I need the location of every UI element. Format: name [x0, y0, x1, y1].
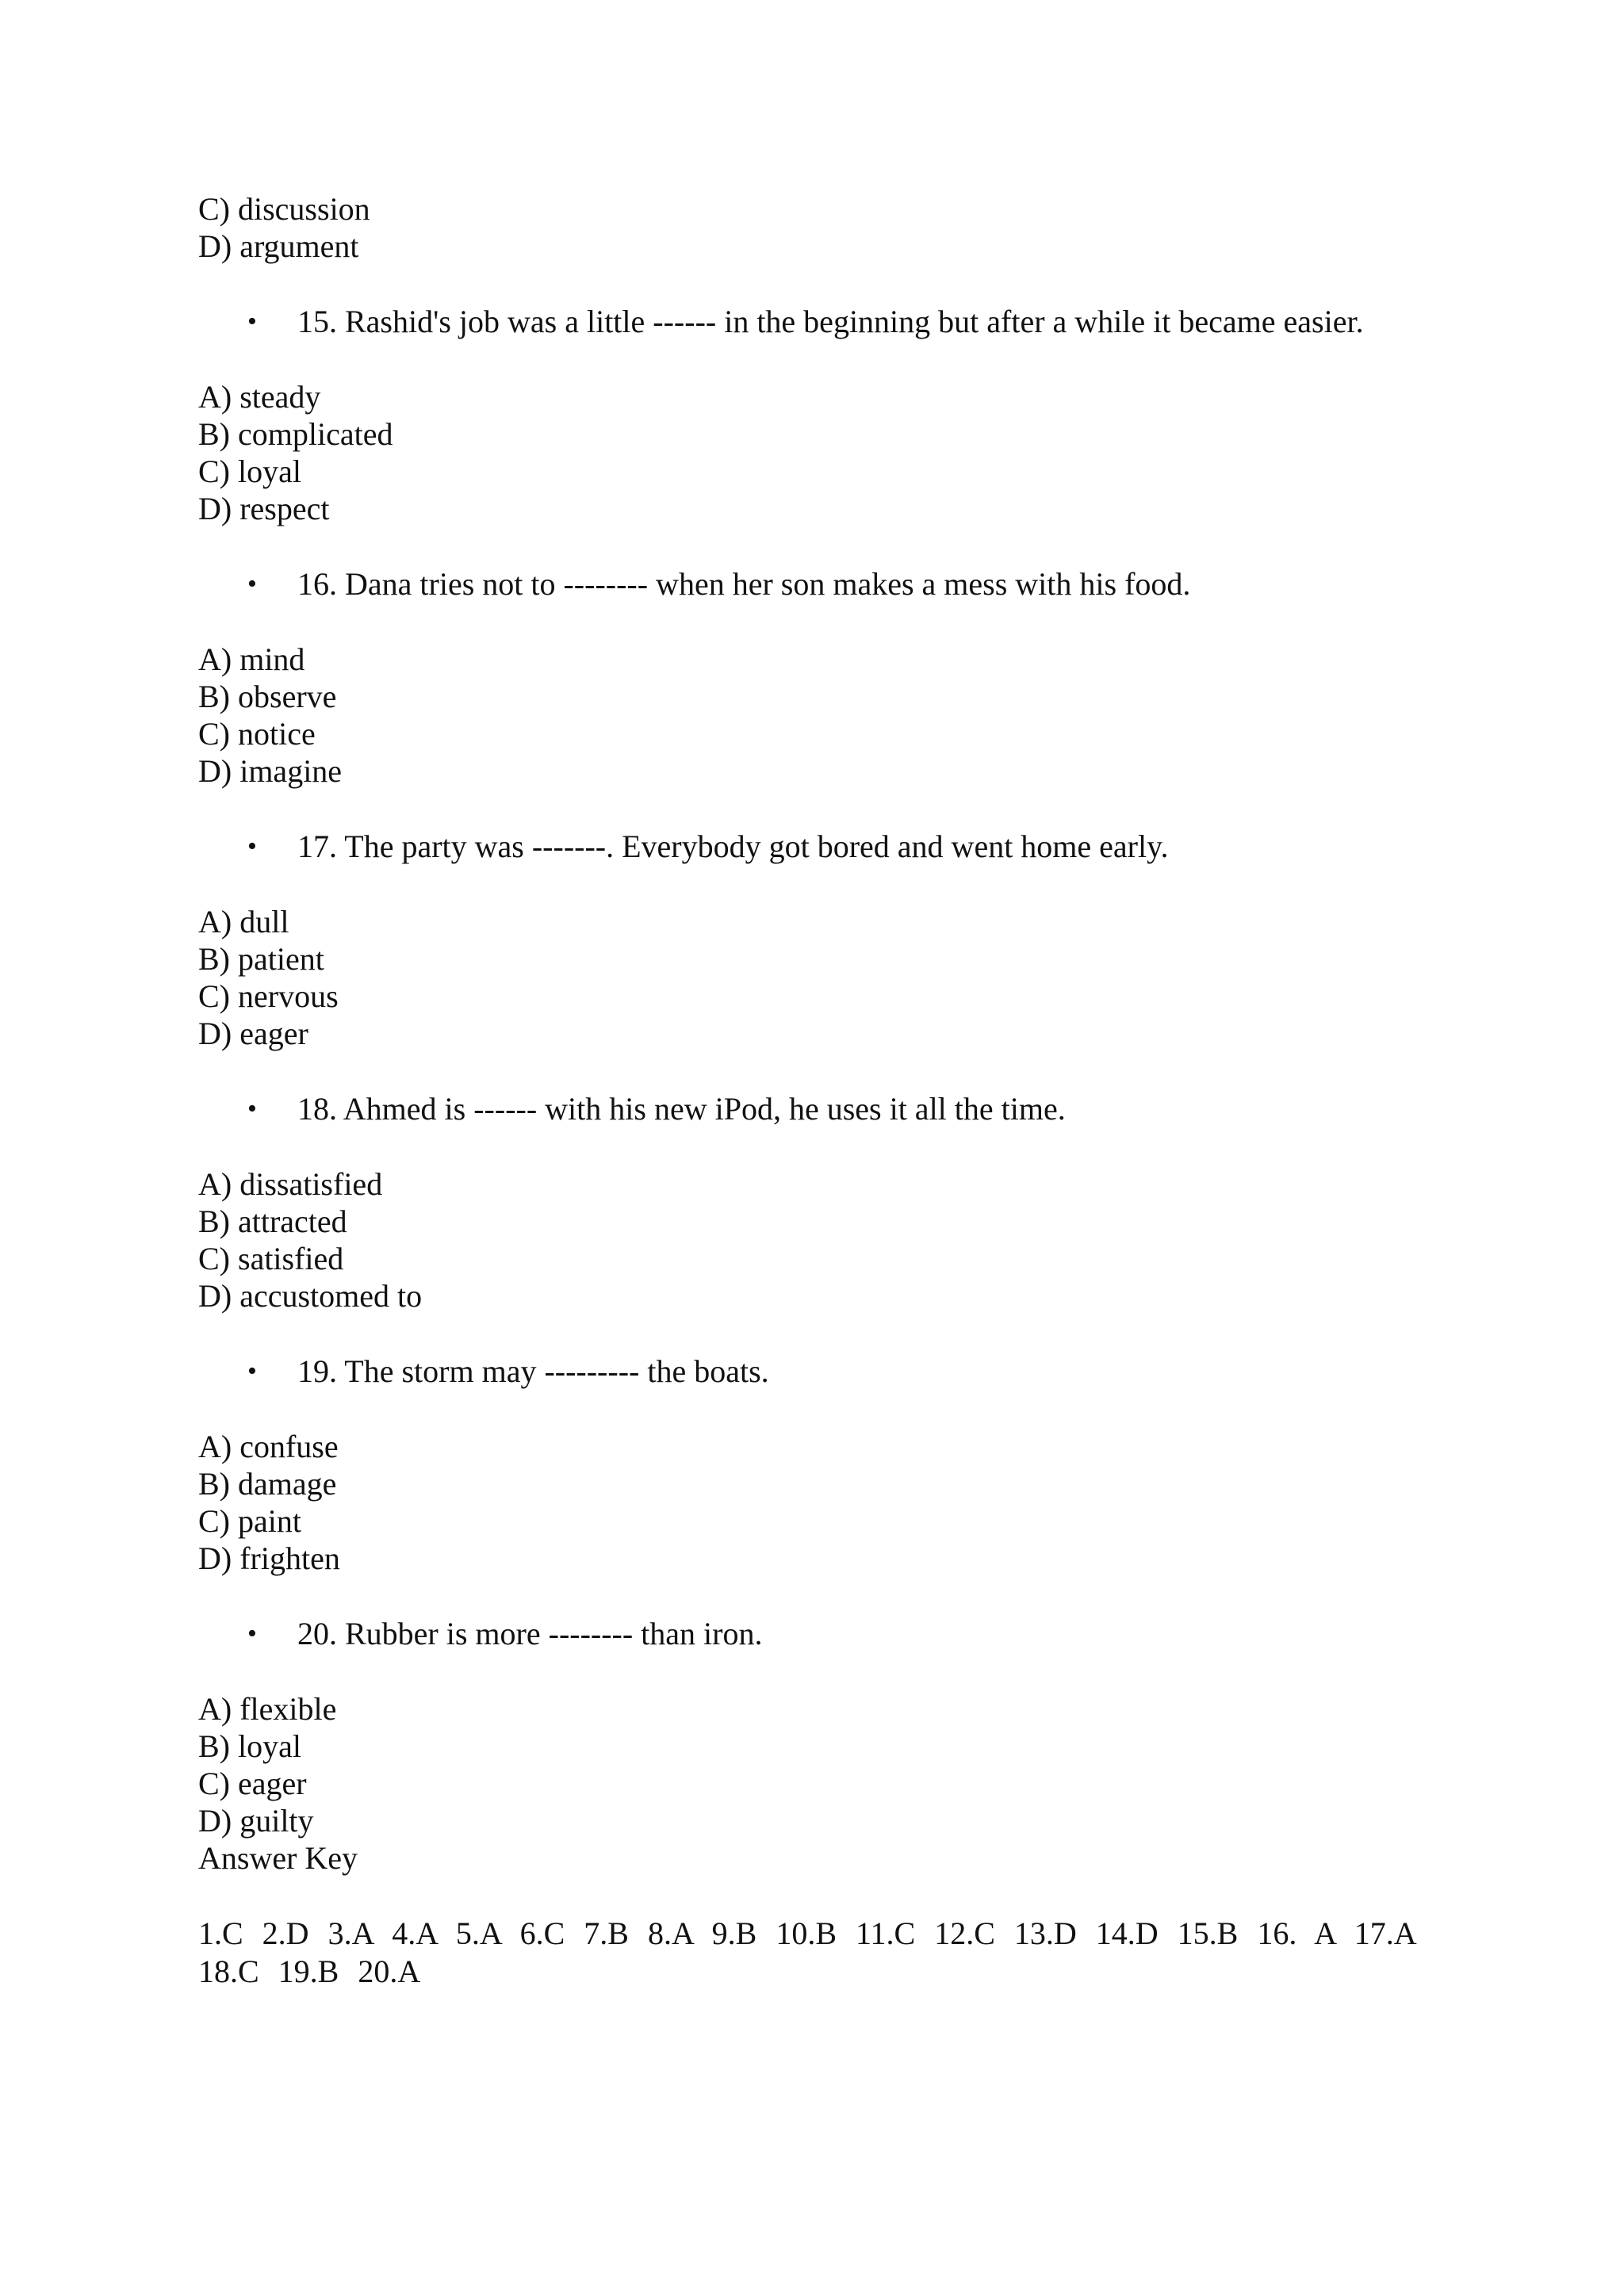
option-line: A) steady: [198, 379, 321, 415]
option-line: C) satisfied: [198, 1241, 344, 1276]
option-line: D) frighten: [198, 1540, 340, 1576]
question-text: 19. The storm may --------- the boats.: [297, 1353, 769, 1389]
option-line: C) eager: [198, 1766, 307, 1801]
option-line: B) complicated: [198, 416, 393, 452]
option-line: A) flexible: [198, 1691, 337, 1727]
option-line: A) dull: [198, 904, 289, 939]
question-item: [198, 1090, 1451, 1127]
bullet-icon: •: [247, 1357, 257, 1386]
option-line: B) damage: [198, 1466, 337, 1502]
bullet-icon: •: [247, 307, 257, 336]
answer-key-title: Answer Key: [198, 1840, 358, 1876]
option-line: B) loyal: [198, 1728, 301, 1764]
question-text: 18. Ahmed is ------ with his new iPod, he uses it all the time.: [297, 1091, 1066, 1127]
option-line: A) mind: [198, 641, 305, 677]
option-line: B) attracted: [198, 1203, 347, 1239]
bullet-icon: •: [247, 569, 257, 599]
option-line: D) accustomed to: [198, 1278, 423, 1314]
option-line: D) eager: [198, 1016, 308, 1051]
question-text: 20. Rubber is more -------- than iron.: [297, 1616, 763, 1651]
question-item: [198, 1353, 1451, 1390]
option-line: D) imagine: [198, 753, 343, 789]
question-item: [198, 303, 1451, 340]
question-text: 17. The party was -------. Everybody got bored and went home early.: [297, 828, 1169, 864]
option-line: C) paint: [198, 1503, 301, 1539]
option-line: B) patient: [198, 941, 324, 977]
option-line: A) dissatisfied: [198, 1166, 383, 1202]
question-item: [198, 1615, 1451, 1652]
option-line: D) respect: [198, 491, 330, 526]
question-text: 16. Dana tries not to -------- when her son makes a mess with his food.: [297, 566, 1191, 602]
bullet-icon: •: [247, 1094, 257, 1123]
question-text: 15. Rashid's job was a little ------ in the beginning but after a while it became easier.: [297, 304, 1364, 339]
option-line: C) discussion: [198, 191, 370, 227]
option-line: A) confuse: [198, 1429, 339, 1464]
question-item: [198, 828, 1451, 865]
option-line: C) notice: [198, 716, 316, 752]
option-line: C) nervous: [198, 978, 339, 1014]
option-line: D) guilty: [198, 1803, 314, 1839]
option-line: B) observe: [198, 679, 337, 714]
document-page: [198, 190, 1451, 1991]
bullet-icon: •: [247, 1619, 257, 1648]
option-line: C) loyal: [198, 453, 301, 489]
question-item: [198, 565, 1451, 603]
option-line: D) argument: [198, 228, 359, 264]
bullet-icon: •: [247, 832, 257, 861]
answer-key-list: 1.C 2.D 3.A 4.A 5.A 6.C 7.B 8.A 9.B 10.B 11.C 12.C 13.D 14.D 15.B 16. A 17.A 18.C 19.B 20.A: [198, 1915, 1415, 1989]
